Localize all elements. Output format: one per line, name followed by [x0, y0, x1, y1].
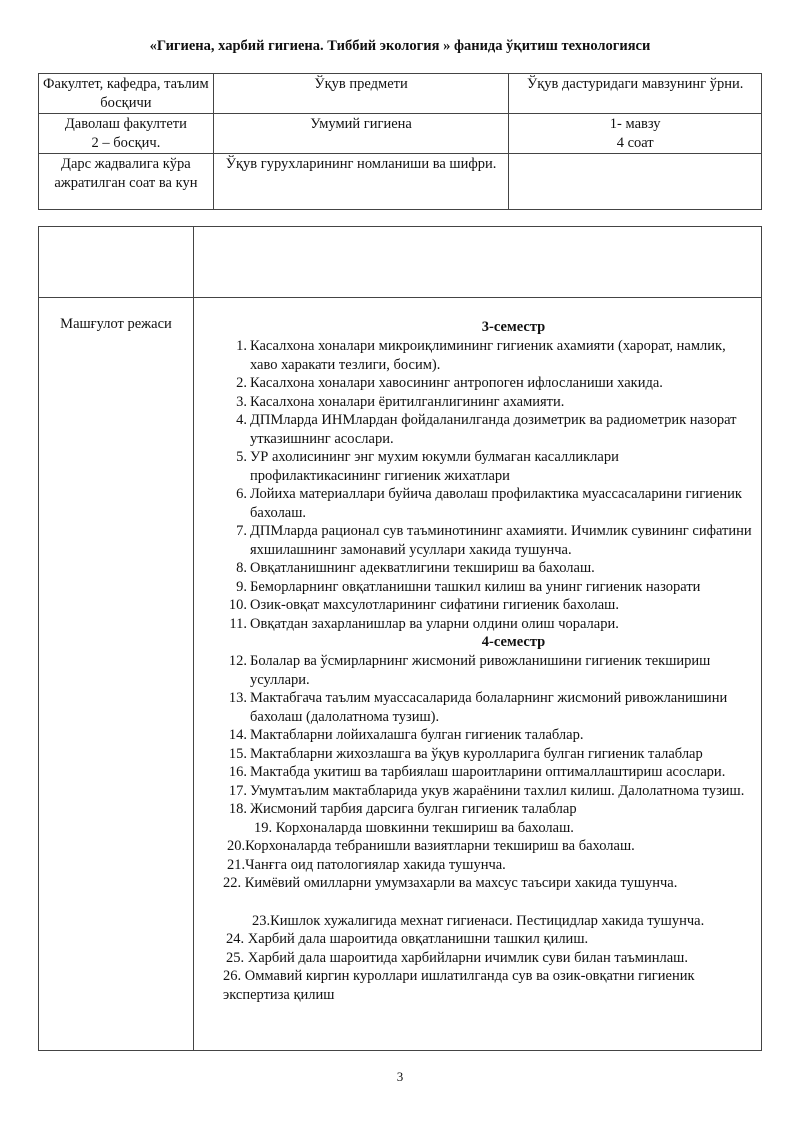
topic-cell	[509, 114, 762, 154]
item-text: Касалхона хоналари микроиқлимининг гигиеник ахамияти (харорат, намлик, хаво харакати тезлиги, босим).	[250, 338, 726, 373]
plan-list-item	[194, 393, 753, 412]
item-text: Мактабларни жихозлашга ва ўқув куролларига булган гигиеник талаблар	[250, 745, 703, 762]
item-text: Лойиха материаллари буйича даволаш профилактика муассасаларини гигиеник бахолаш.	[250, 486, 742, 521]
plan-list-item	[194, 374, 753, 393]
item-number: 12.	[228, 653, 247, 669]
semester-3-list	[194, 337, 753, 633]
topic-number: 1- мавзу	[609, 116, 661, 132]
item-number: 18.	[228, 801, 247, 817]
header-faculty: Факултет, кафедра, таълим босқичи	[39, 74, 214, 114]
item-number: 5.	[236, 449, 247, 465]
subject-cell: Умумий гигиена	[213, 114, 509, 154]
item-text: Мактабгача таълим муассасаларида болаларнинг жисмоний ривожланишини бахолаш (далолатнома тузиш).	[250, 690, 728, 725]
plan-list-item	[194, 615, 753, 634]
faculty-name: Даволаш факултети	[64, 116, 187, 132]
plan-list-item	[194, 578, 753, 597]
plan-empty-left	[39, 227, 194, 298]
course-stage: 2 – босқич.	[91, 134, 161, 151]
item-text: Жисмоний тарбия дарсига булган гигиеник талаблар	[250, 801, 577, 817]
page-number: 3	[396, 1069, 404, 1084]
document-title: «Гигиена, харбий гигиена. Тиббий экология » фанида ўқитиш технологияси	[149, 38, 651, 54]
plan-list-item	[194, 726, 753, 745]
groups-label: Ўқув гурухларининг номланиши ва шифри.	[213, 154, 509, 210]
item-number: 13.	[228, 690, 247, 706]
lesson-plan-table	[38, 226, 762, 1051]
header-subject: Ўқув предмети	[213, 74, 509, 114]
plan-list-item	[194, 411, 753, 448]
item-text: Касалхона хоналари ёритилганлигининг ахамияти.	[250, 393, 565, 410]
semester-4-list	[194, 652, 753, 819]
semester-4-heading: 4-семестр	[481, 634, 546, 650]
faculty-cell	[39, 114, 214, 154]
plan-list-item	[194, 337, 753, 374]
plan-list-item	[194, 485, 753, 522]
plan-list-item	[194, 763, 753, 782]
item-number: 2.	[236, 375, 247, 391]
plan-list-item	[194, 559, 753, 578]
item-text: УР ахолисининг энг мухим юкумли булмаган касалликлари профилактикасининг гигиеник жихатлари	[250, 449, 619, 484]
item-text: ДПМларда рационал сув таъминотининг ахамияти. Ичимлик сувининг сифатини яхшилашнинг замонавий усуллари хакида тушунча.	[250, 523, 752, 558]
item-number: 17.	[228, 782, 247, 799]
plan-list-item	[194, 800, 753, 819]
item-text: Овқатдан захарланишлар ва уларни олдини олиш чоралари.	[250, 615, 619, 632]
plan-list-item	[194, 448, 753, 485]
free-item: 20.Корхоналарда тебранишли вазиятларни текшириш ва бахолаш.	[227, 838, 635, 854]
topic-hours: 4 соат	[616, 134, 654, 151]
item-number: 14.	[228, 727, 247, 743]
plan-empty-right	[194, 227, 762, 298]
plan-list-item	[194, 522, 753, 559]
plan-list-item	[194, 782, 753, 801]
free-item: 25. Харбий дала шароитида харбийларни ичимлик суви билан таъминлаш.	[226, 949, 688, 966]
plan-list-item	[194, 596, 753, 615]
item-text: ДПМларда ИНМлардан фойдаланилганда дозиметрик ва радиометрик назорат утказишнинг асослари.	[250, 412, 737, 447]
free-item: 21.Чанғга оид патологиялар хакида тушунча.	[227, 856, 506, 873]
item-number: 10.	[228, 597, 247, 613]
item-number: 3.	[236, 393, 247, 410]
item-number: 7.	[236, 523, 247, 539]
free-item: 22. Кимёвий омилларни умумзахарли ва махсус таъсири хакида тушунча.	[223, 875, 678, 891]
groups-value	[509, 154, 762, 210]
plan-list-item	[194, 652, 753, 689]
item-number: 9.	[236, 578, 247, 595]
free-item: 19. Корхоналарда шовкинни текшириш ва бахолаш.	[254, 819, 574, 836]
item-number: 15.	[228, 745, 247, 762]
item-number: 6.	[236, 486, 247, 502]
item-number: 1.	[236, 338, 247, 354]
item-text: Беморларнинг овқатланишни ташкил килиш ва унинг гигиеник назорати	[250, 578, 701, 595]
metadata-table	[38, 73, 762, 210]
plan-label: Машғулот режаси	[39, 298, 194, 1051]
item-text: Овқатланишнинг адекватлигини текшириш ва бахолаш.	[250, 560, 595, 576]
item-text: Умумтаълим мактабларида укув жараёнини тахлил килиш. Далолатнома тузиш.	[250, 782, 745, 799]
item-text: Болалар ва ўсмирларнинг жисмоний ривожланишини гигиеник текшириш усуллари.	[250, 653, 711, 688]
free-item: 24. Харбий дала шароитида овқатланишни ташкил қилиш.	[226, 931, 589, 947]
item-text: Касалхона хоналари хавосининг антропоген ифлосланиши хакида.	[250, 375, 663, 391]
item-number: 8.	[236, 560, 247, 576]
plan-list-item	[194, 689, 753, 726]
item-text: Озик-овқат махсулотларининг сифатини гигиеник бахолаш.	[250, 597, 619, 613]
item-number: 16.	[228, 764, 247, 780]
free-item: 26. Оммавий киргин куроллари ишлатилганда сув ва озик-овқатни гигиеник экспертиза қилиш	[223, 968, 695, 1003]
plan-content	[194, 298, 762, 1051]
item-number: 4.	[236, 412, 247, 428]
item-text: Мактабларни лойихалашга булган гигиеник талаблар.	[250, 727, 584, 743]
item-text: Мактабда укитиш ва тарбиялаш шароитларини оптималлаштириш асослари.	[250, 764, 726, 780]
free-item: 23.Кишлок хужалигида мехнат гигиенаси. Пестицидлар хакида тушунча.	[252, 912, 705, 929]
plan-list-item	[194, 745, 753, 764]
semester-3-heading: 3-семестр	[481, 319, 546, 335]
header-topic-position: Ўқув дастуридаги мавзунинг ўрни.	[509, 74, 762, 114]
item-number: 11.	[229, 615, 247, 632]
schedule-label: Дарс жадвалига кўра ажратилган соат ва кун	[39, 154, 214, 210]
